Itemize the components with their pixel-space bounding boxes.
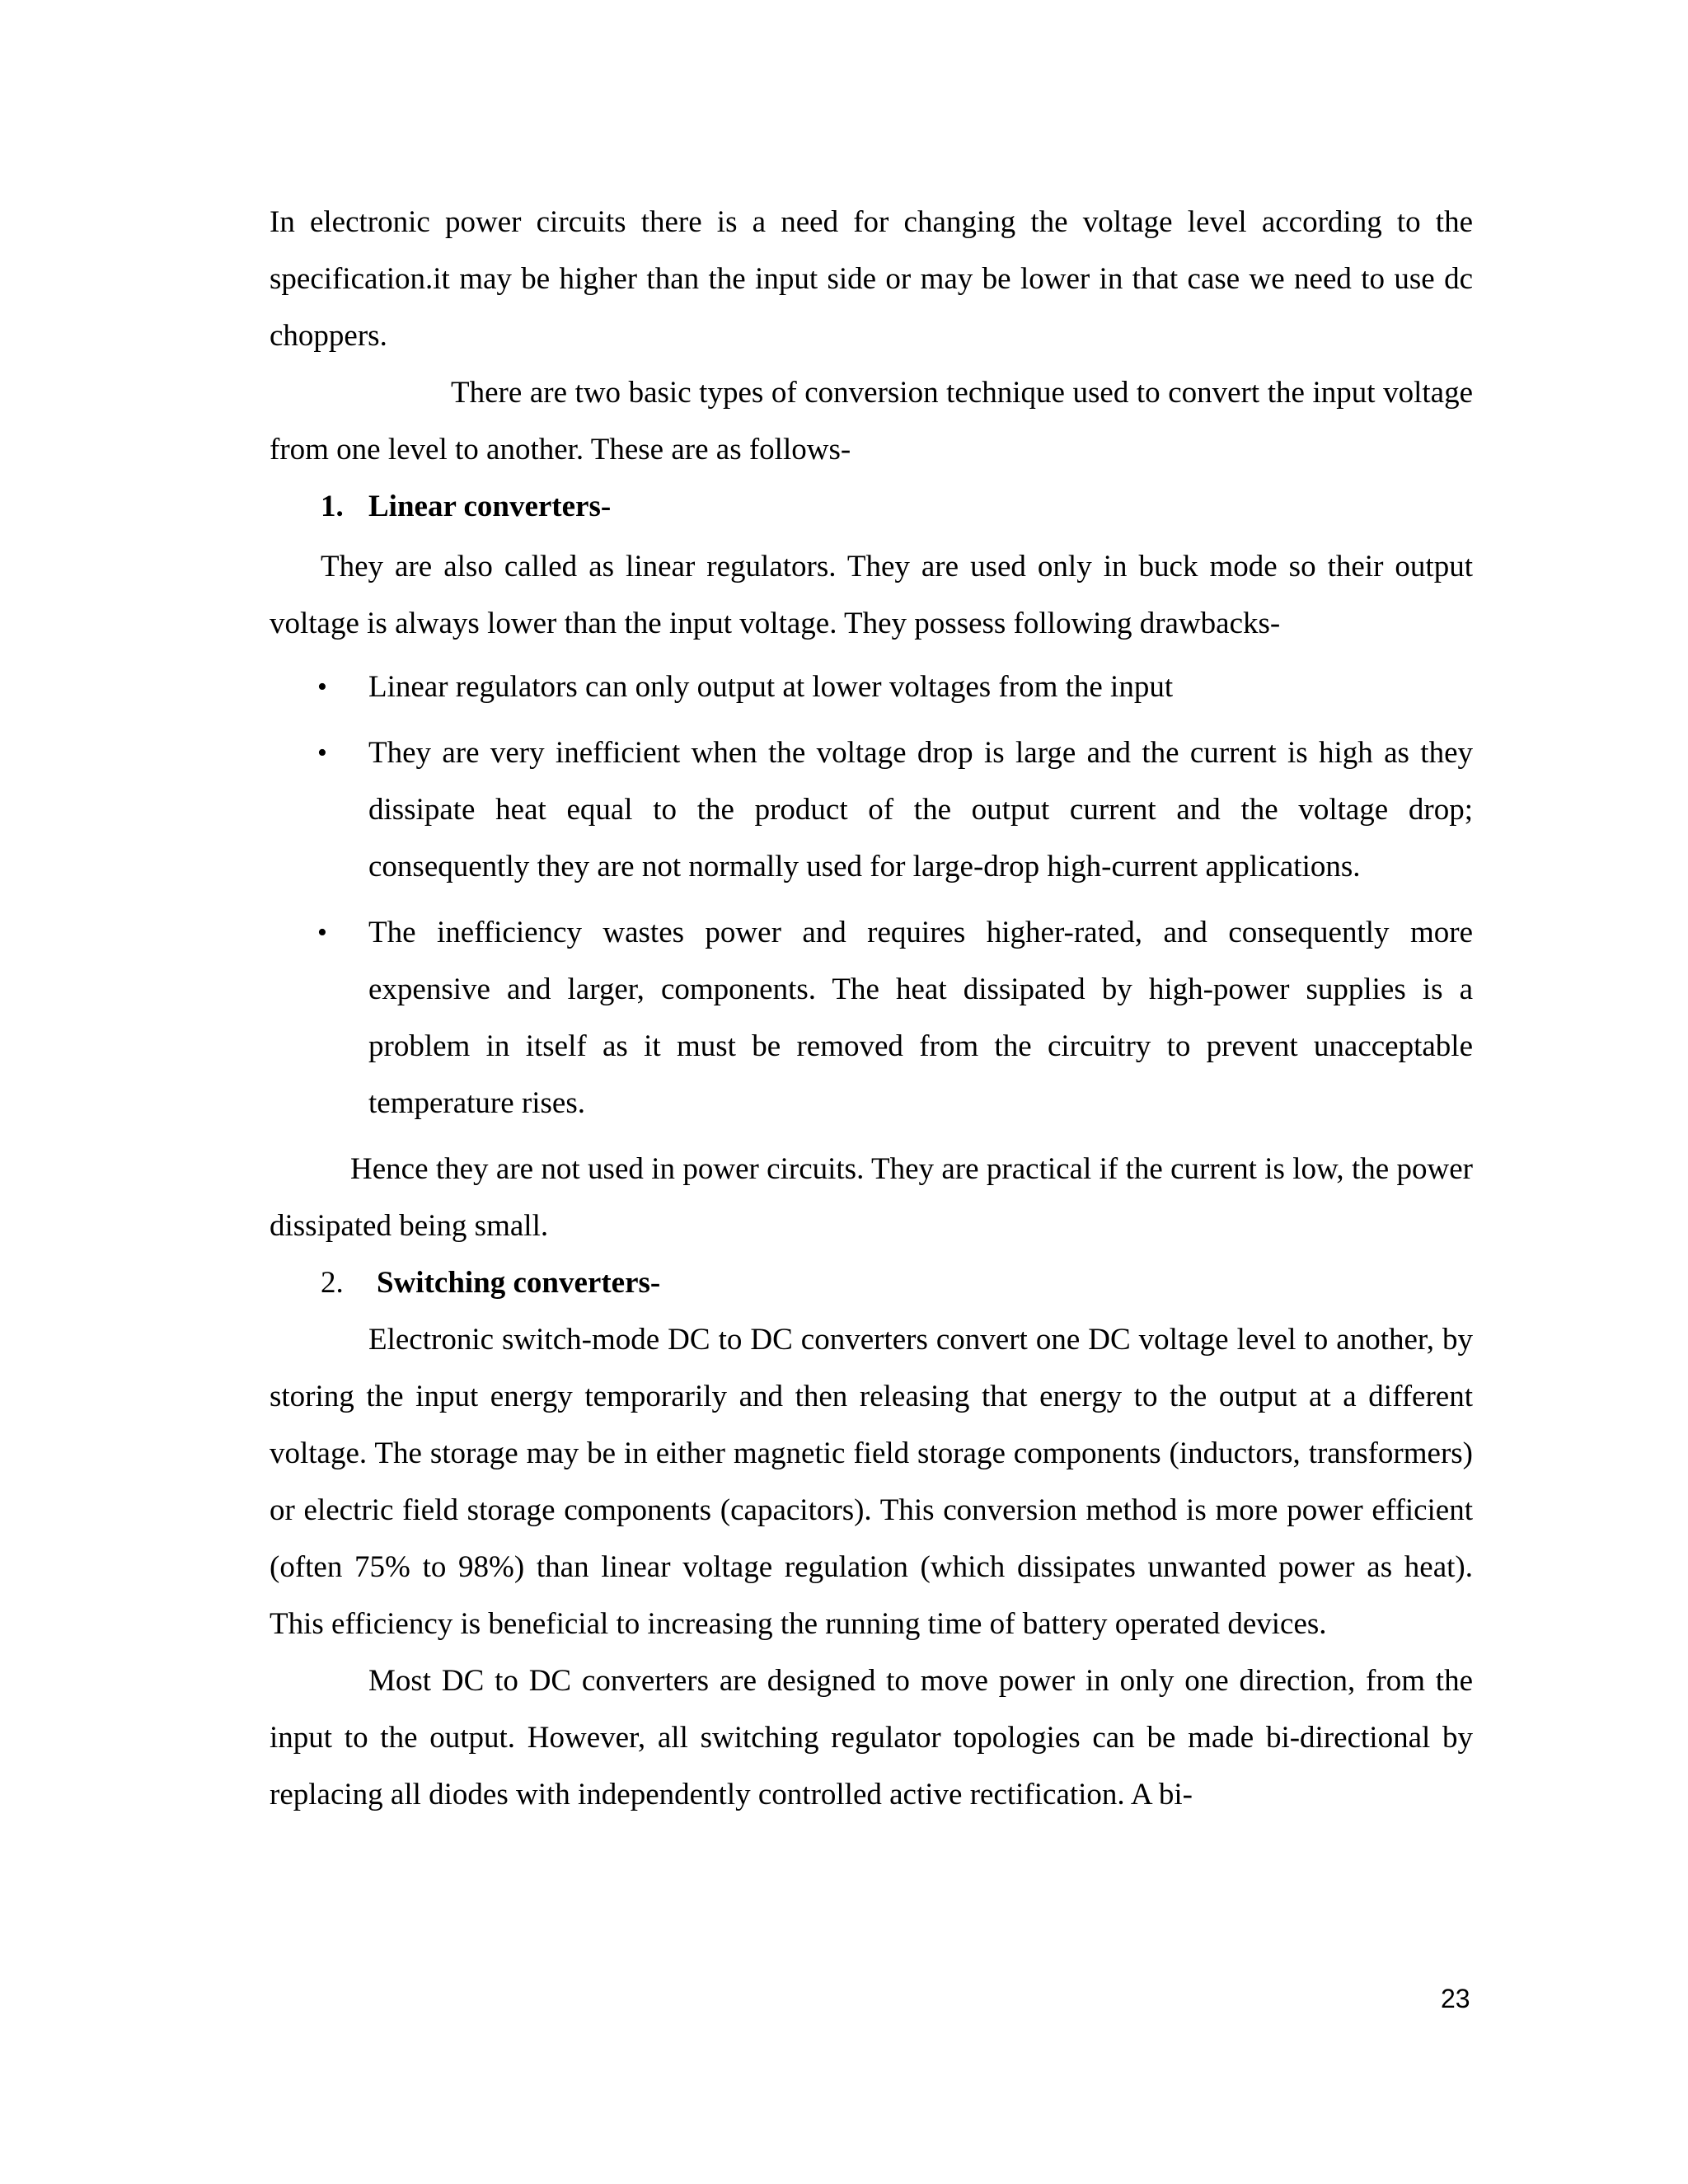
list-item-text: They are very inefficient when the voltage drop is large and the current is high as they dissipate heat equal to the product of the output current and the voltage drop; consequently they are not normally used for large-drop high-current applications.: [368, 736, 1473, 883]
bidirectional-paragraph: Most DC to DC converters are designed to move power in only one direction, from the input to the output. However, all switching regulator topologies can be made bi-directional by replacing all diodes with independently controlled active rectification. A bi-: [270, 1664, 1473, 1811]
bullet-icon: •: [317, 738, 327, 768]
drawbacks-list: [270, 658, 1473, 1132]
switching-converters-paragraph: Electronic switch-mode DC to DC converters convert one DC voltage level to another, by storing the input energy temporarily and then releasing that energy to the output at a different voltage. The storage may be in either magnetic field storage components (inductors, transformers) or electric field storage components (capacitors). This conversion method is more power efficient (often 75% to 98%) than linear voltage regulation (which dissipates unwanted power as heat). This efficiency is beneficial to increasing the running time of battery operated devices.: [270, 1323, 1473, 1641]
list-item: [317, 724, 1473, 895]
list-item: [317, 658, 1473, 715]
section-heading-switching-converters: [270, 1254, 1473, 1311]
intro-paragraph: In electronic power circuits there is a need for changing the voltage level according to the specification.it may be higher than the input side or may be lower in that case we need to use dc choppers.: [270, 205, 1473, 353]
bullet-icon: •: [317, 917, 327, 948]
section-heading-linear-converters: [270, 478, 1473, 535]
conversion-types-paragraph: There are two basic types of conversion technique used to convert the input voltage from one level to another. These are as follows-: [270, 376, 1473, 466]
document-page: [270, 194, 1473, 1823]
page-number: 23: [1441, 1984, 1470, 2013]
linear-converters-paragraph: They are also called as linear regulators. They are used only in buck mode so their output voltage is always lower than the input voltage. They possess following drawbacks-: [270, 550, 1473, 640]
section-title: Switching converters-: [377, 1266, 661, 1300]
list-item-text: The inefficiency wastes power and requires higher-rated, and consequently more expensive and larger, components. The heat dissipated by high-power supplies is a problem in itself as it must be removed from the circuitry to prevent unacceptable temperature rises.: [368, 916, 1473, 1120]
list-item: [317, 904, 1473, 1132]
linear-conclusion-paragraph: Hence they are not used in power circuits. They are practical if the current is low, the power dissipated being small.: [270, 1152, 1473, 1243]
bullet-icon: •: [317, 672, 327, 702]
section-number: 1.: [321, 490, 344, 523]
section-title: Linear converters-: [368, 490, 612, 523]
list-item-text: Linear regulators can only output at lower voltages from the input: [368, 670, 1174, 704]
section-number: 2.: [321, 1266, 344, 1300]
